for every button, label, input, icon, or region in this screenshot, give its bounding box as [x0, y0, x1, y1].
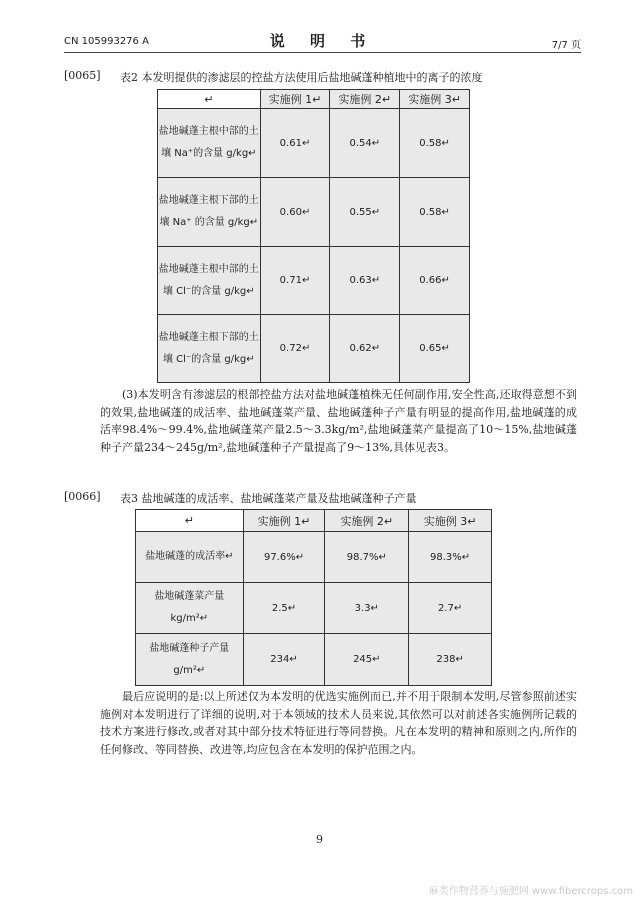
table-row: [136, 532, 492, 583]
table3-cell: 98.7%↵: [325, 532, 409, 583]
table2-cell: 0.61↵: [260, 109, 330, 178]
table2-row-label: 盐地碱蓬主根中部的土壤 Na⁺的含量 g/kg↵: [158, 109, 261, 178]
table2-caption: 表2 本发明提供的渗滤层的控盐方法使用后盐地碱蓬种植地中的离子的浓度: [120, 71, 483, 84]
table2-cell: 0.54↵: [330, 109, 400, 178]
table3-col-header: 实施例 3↵: [409, 510, 492, 532]
page-header: [64, 30, 581, 53]
table3-col-header: 实施例 2↵: [325, 510, 409, 532]
table3-row-label: 盐地碱蓬种子产量 g/m²↵: [136, 634, 244, 686]
table3-corner-cell: ↵: [136, 510, 244, 532]
table3-col-header: 实施例 1↵: [243, 510, 325, 532]
table2-cell: 0.71↵: [260, 247, 330, 315]
table2-row-label: 盐地碱蓬主根下部的土壤 Na⁺ 的含量 g/kg↵: [158, 178, 261, 247]
table2-cell: 0.60↵: [260, 178, 330, 247]
table-row: [158, 247, 470, 315]
table3-cell: 238↵: [409, 634, 492, 686]
table3-caption: 表3 盐地碱蓬的成活率、盐地碱蓬菜产量及盐地碱蓬种子产量: [120, 492, 417, 505]
table-row: [136, 634, 492, 686]
table3-cell: 2.5↵: [243, 583, 325, 634]
table2-row-label: 盐地碱蓬主根中部的土壤 Cl⁻的含量 g/kg↵: [158, 247, 261, 315]
table2-cell: 0.66↵: [400, 247, 470, 315]
table2-col-header: 实施例 1↵: [260, 90, 330, 109]
table-row: [158, 109, 470, 178]
table3-row-label: 盐地碱蓬的成活率↵: [136, 532, 244, 583]
paragraph-number-0066: [0066]: [64, 490, 101, 503]
paragraph-number-0065: [0065]: [64, 69, 101, 82]
table3-cell: 98.3%↵: [409, 532, 492, 583]
table2-corner-cell: ↵: [158, 90, 261, 109]
paragraph-3: (3)本发明含有渗滤层的根部控盐方法对盐地碱蓬植株无任何副作用,安全性高,还取得意想不到的效果,盐地碱蓬的成活率、盐地碱蓬菜产量、盐地碱蓬种子产量有明显的提高作用,盐地碱蓬的成活率98.4%～99.4%,盐地碱蓬菜产量2.5～3.3kg/m²,盐地碱蓬菜产量提高了10～15%,盐地碱蓬种子产量234～245g/m²,盐地碱蓬种子产量提高了9～13%,具体见表3。: [100, 388, 577, 454]
table-row: [158, 178, 470, 247]
table2-cell: 0.58↵: [400, 109, 470, 178]
site-watermark: 麻类作物营养与施肥网 www.fibercrops.com: [428, 886, 633, 897]
document-title: 说 明 书: [269, 32, 376, 50]
page-number: 9: [316, 833, 323, 846]
table3-cell: 234↵: [243, 634, 325, 686]
table3-cell: 97.6%↵: [243, 532, 325, 583]
table2-cell: 0.62↵: [330, 315, 400, 383]
table2-col-header: 实施例 2↵: [330, 90, 400, 109]
table2-header-row: [158, 90, 470, 109]
table3-header-row: [136, 510, 492, 532]
table3: [135, 509, 492, 686]
table3-row-label: 盐地碱蓬菜产量 kg/m²↵: [136, 583, 244, 634]
table3-cell: 3.3↵: [325, 583, 409, 634]
patent-number: CN 105993276 A: [64, 36, 149, 47]
table3-cell: 2.7↵: [409, 583, 492, 634]
table2-cell: 0.58↵: [400, 178, 470, 247]
table2-col-header: 实施例 3↵: [400, 90, 470, 109]
page-indicator: 7/7 页: [551, 40, 581, 51]
table2-cell: 0.65↵: [400, 315, 470, 383]
table-row: [136, 583, 492, 634]
table2-cell: 0.55↵: [330, 178, 400, 247]
table3-cell: 245↵: [325, 634, 409, 686]
table-row: [158, 315, 470, 383]
table2-cell: 0.72↵: [260, 315, 330, 383]
closing-paragraph: 最后应说明的是:以上所述仅为本发明的优选实施例而已,并不用于限制本发明,尽管参照前述实施例对本发明进行了详细的说明,对于本领域的技术人员来说,其依然可以对前述各实施例所记载的技术方案进行修改,或者对其中部分技术特征进行等同替换。凡在本发明的精神和原则之内,所作的任何修改、等同替换、改进等,均应包含在本发明的保护范围之内。: [100, 690, 577, 756]
table2: [157, 89, 470, 383]
table2-cell: 0.63↵: [330, 247, 400, 315]
table2-row-label: 盐地碱蓬主根下部的土壤 Cl⁻的含量 g/kg↵: [158, 315, 261, 383]
